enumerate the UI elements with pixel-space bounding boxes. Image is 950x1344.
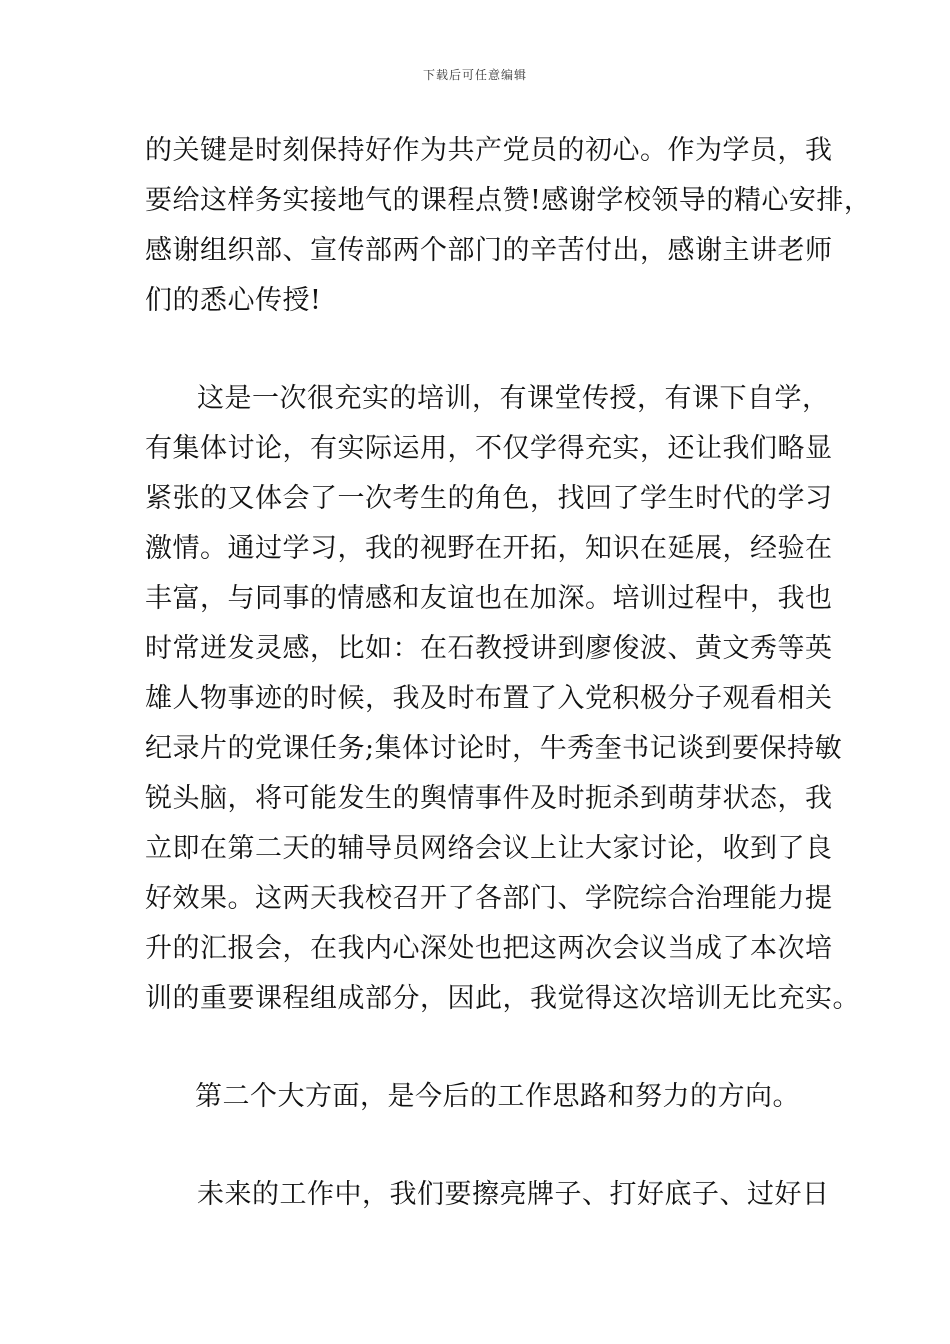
- paragraph-2-line-11: 好效果。这两天我校召开了各部门、学院综合治理能力提: [145, 883, 833, 914]
- paragraph-2-line-10: 立即在第二天的辅导员网络会议上让大家讨论，收到了良: [145, 833, 833, 864]
- paragraph-2-line-7: 雄人物事迹的时候，我及时布置了入党积极分子观看相关: [145, 683, 833, 714]
- paragraph-2-line-1: 这是一次很充实的培训，有课堂传授，有课下自学，: [197, 383, 830, 414]
- paragraph-3-line-1: 第二个大方面，是今后的工作思路和努力的方向。: [195, 1081, 800, 1112]
- paragraph-4-line-1: 未来的工作中，我们要擦亮牌子、打好底子、过好日: [197, 1179, 830, 1210]
- paragraph-2-line-6: 时常迸发灵感，比如：在石教授讲到廖俊波、黄文秀等英: [145, 633, 833, 664]
- paragraph-2-line-8: 纪录片的党课任务;集体讨论时，牛秀奎书记谈到要保持敏: [145, 733, 843, 764]
- paragraph-2-line-12: 升的汇报会，在我内心深处也把这两次会议当成了本次培: [145, 933, 833, 964]
- paragraph-2-line-4: 激情。通过学习，我的视野在开拓，知识在延展，经验在: [145, 533, 833, 564]
- paragraph-1-line-1: 的关键是时刻保持好作为共产党员的初心。作为学员，我: [145, 135, 833, 166]
- paragraph-1-line-4: 们的悉心传授!: [145, 285, 322, 316]
- page-header: 下载后可任意编辑: [422, 68, 527, 82]
- paragraph-1-line-2: 要给这样务实接地气的课程点赞!感谢学校领导的精心安排，: [145, 185, 872, 216]
- paragraph-2-line-3: 紧张的又体会了一次考生的角色，找回了学生时代的学习: [145, 483, 833, 514]
- paragraph-2-line-9: 锐头脑，将可能发生的舆情事件及时扼杀到萌芽状态，我: [145, 783, 833, 814]
- paragraph-2-line-2: 有集体讨论，有实际运用，不仅学得充实，还让我们略显: [145, 433, 833, 464]
- paragraph-2-line-5: 丰富，与同事的情感和友谊也在加深。培训过程中，我也: [145, 583, 833, 614]
- paragraph-2-line-13: 训的重要课程组成部分，因此，我觉得这次培训无比充实。: [145, 983, 860, 1014]
- paragraph-1-line-3: 感谢组织部、宣传部两个部门的辛苦付出，感谢主讲老师: [145, 235, 833, 266]
